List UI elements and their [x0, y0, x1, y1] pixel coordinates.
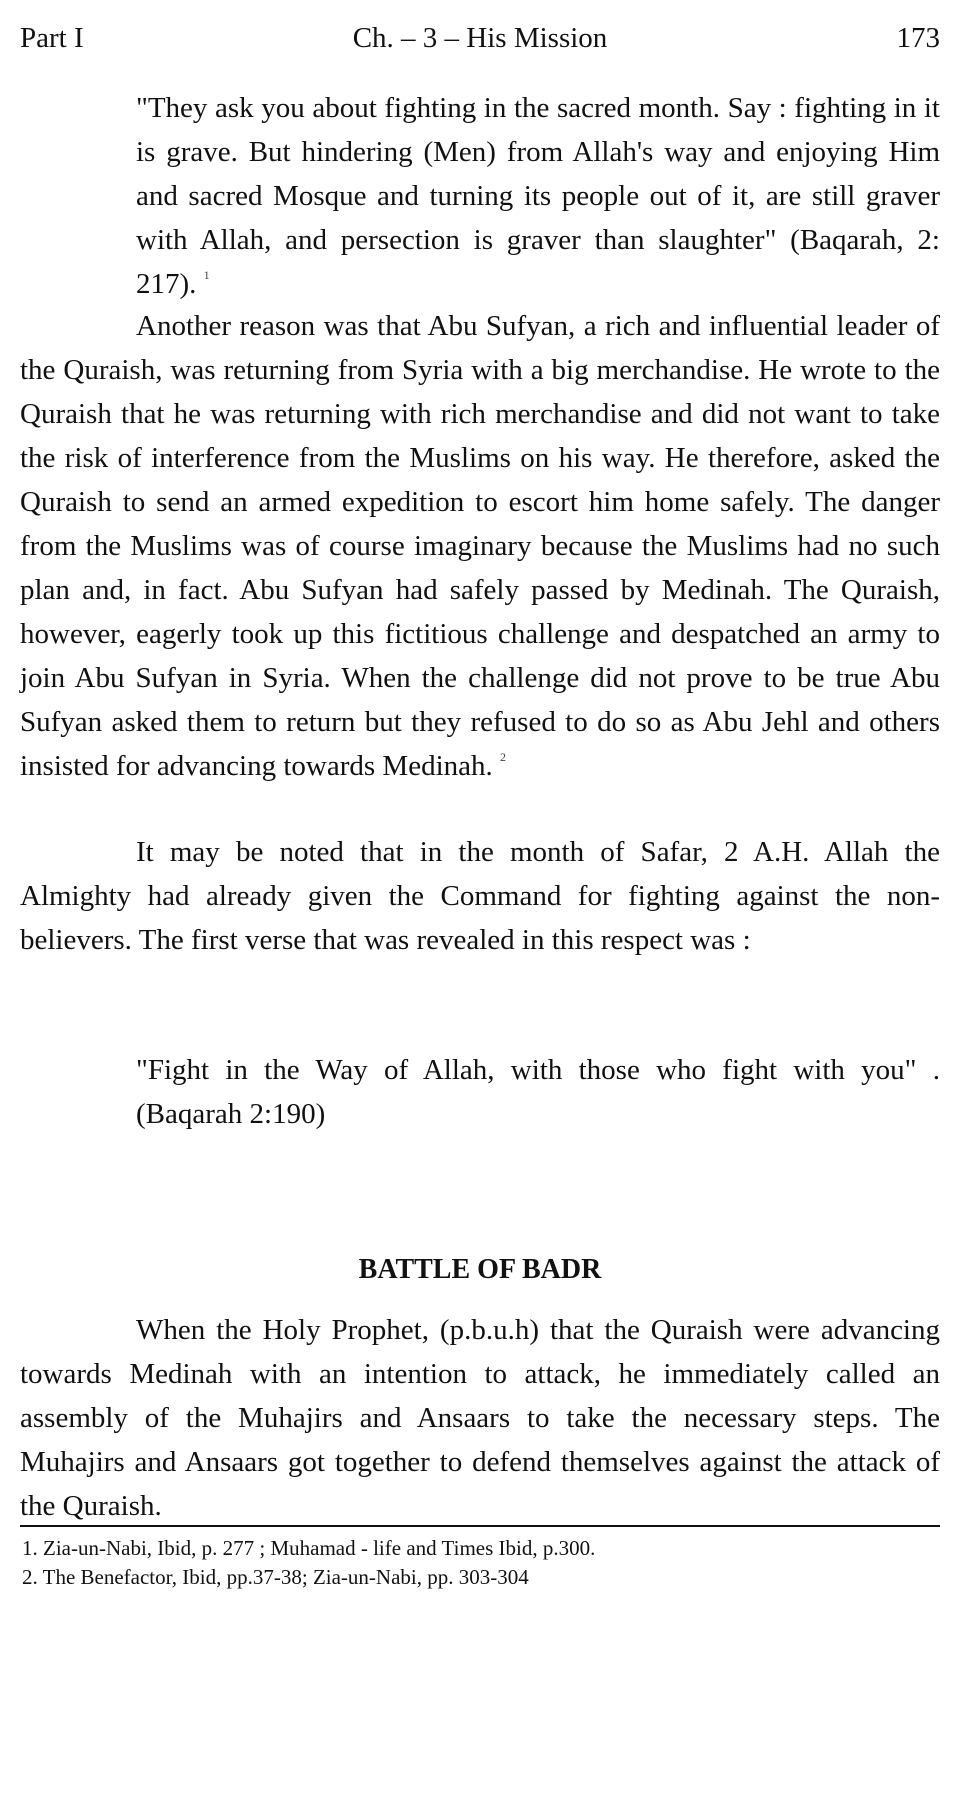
quote-text: "Fight in the Way of Allah, with those who fight with you" . (Baqarah 2:190) [136, 1054, 940, 1130]
quote-block-2 [136, 1048, 940, 1136]
paragraph-text: When the Holy Prophet, (p.b.u.h) that the Quraish were advancing towards Medinah with an intention to attack, he immediately called an assembly of the Muhajirs and Ansaars to take the necessary steps. The Muhajirs and Ansaars got together to defend themselves against the attack of the Quraish. [20, 1314, 940, 1522]
footnote-2: 2. The Benefactor, Ibid, pp.37-38; Zia-un-Nabi, pp. 303-304 [22, 1565, 529, 1589]
quote-text: "They ask you about fighting in the sacred month. Say : fighting in it is grave. But hindering (Men) from Allah's way and enjoying Him and sacred Mosque and turning its people out of it, are still graver with Allah, and persection is graver than slaughter" (Baqarah, 2: 217). [136, 92, 940, 300]
footnotes [22, 1534, 940, 1592]
quote-block-1 [136, 86, 940, 306]
chapter-title: Ch. – 3 – His Mission [352, 22, 608, 54]
paragraph-holy-prophet [20, 1308, 940, 1528]
footnote-ref: 2 [500, 750, 507, 764]
page-header [20, 18, 940, 58]
page-number: 173 [896, 22, 940, 54]
footnote-ref: 1 [203, 268, 210, 282]
paragraph-safar [20, 830, 940, 962]
footnote-divider [20, 1525, 940, 1527]
paragraph-text: It may be noted that in the month of Safar, 2 A.H. Allah the Almighty had already given the Command for fighting against the non-believers. The first verse that was revealed in this respect was : [20, 836, 940, 956]
paragraph-text: Another reason was that Abu Sufyan, a rich and influential leader of the Quraish, was returning from Syria with a big merchandise. He wrote to the Quraish that he was returning with rich merchandise and did not want to take the risk of interference from the Muslims on his way. He therefore, asked the Quraish to send an armed expedition to escort him home safely. The danger from the Muslims was of course imaginary because the Muslims had no such plan and, in fact. Abu Sufyan had safely passed by Medinah. The Quraish, however, eagerly took up this fictitious challenge and despatched an army to join Abu Sufyan in Syria. When the challenge did not prove to be true Abu Sufyan asked them to return but they refused to do so as Abu Jehl and others insisted for advancing towards Medinah. [20, 310, 940, 782]
section-heading: BATTLE OF BADR [358, 1254, 602, 1285]
part-label: Part I [20, 22, 84, 54]
footnote-1: 1. Zia-un-Nabi, Ibid, p. 277 ; Muhamad - life and Times Ibid, p.300. [22, 1536, 596, 1560]
paragraph-abu-sufyan [20, 304, 940, 788]
